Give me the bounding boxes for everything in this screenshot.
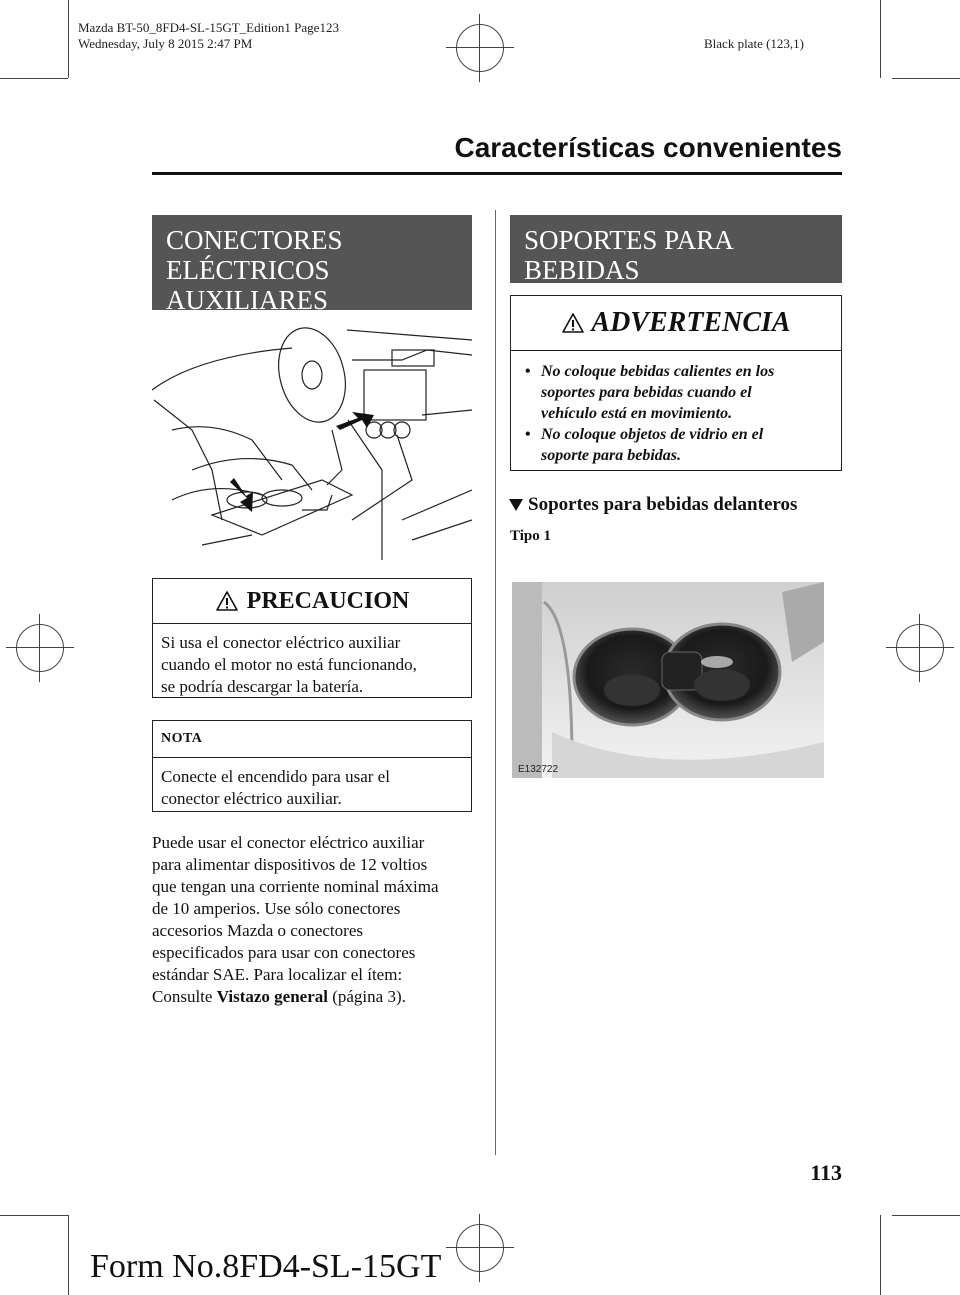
crop-mark bbox=[0, 78, 68, 79]
note-box bbox=[152, 720, 472, 812]
photo-code: E132722 bbox=[518, 764, 559, 775]
crop-mark bbox=[68, 0, 69, 78]
plate-label: Black plate (123,1) bbox=[704, 36, 804, 51]
crop-mark bbox=[892, 78, 960, 79]
print-meta-line1: Mazda BT-50_8FD4-SL-15GT_Edition1 Page123 bbox=[78, 20, 339, 35]
column-divider bbox=[495, 210, 496, 1155]
warning-line: vehículo está en movimiento. bbox=[541, 405, 733, 422]
warning-line: soporte para bebidas. bbox=[541, 447, 681, 464]
crop-mark bbox=[0, 1215, 68, 1216]
warning-line: • No coloque objetos de vidrio en el bbox=[541, 426, 764, 443]
paragraph-line: para alimentar dispositivos de 12 voltios bbox=[152, 855, 428, 874]
warning-triangle-icon bbox=[215, 590, 239, 612]
note-line: Conecte el encendido para usar el bbox=[161, 767, 390, 786]
body-paragraph bbox=[152, 832, 482, 1008]
crop-mark bbox=[880, 1215, 881, 1295]
left-section-banner bbox=[152, 215, 472, 315]
banner-line: ELÉCTRICOS bbox=[166, 255, 330, 285]
registration-mark-icon bbox=[446, 14, 514, 82]
warning-title: ADVERTENCIA bbox=[591, 307, 791, 338]
banner-line: SOPORTES PARA bbox=[524, 225, 734, 255]
paragraph-line: de 10 amperios. Use sólo conectores bbox=[152, 899, 401, 918]
caution-text bbox=[153, 624, 471, 706]
down-triangle-icon bbox=[508, 498, 524, 512]
banner-line: BEBIDAS bbox=[524, 255, 640, 285]
reference-link[interactable]: Vistazo general bbox=[216, 987, 328, 1006]
crop-mark bbox=[68, 1215, 69, 1295]
caution-line: Si usa el conector eléctrico auxiliar bbox=[161, 633, 401, 652]
crop-mark bbox=[892, 1215, 960, 1216]
tipo-label: Tipo 1 bbox=[510, 528, 551, 544]
note-line: conector eléctrico auxiliar. bbox=[161, 789, 342, 808]
cup-holder-photo bbox=[512, 582, 824, 778]
warning-item bbox=[525, 361, 831, 424]
print-meta-line2: Wednesday, July 8 2015 2:47 PM bbox=[78, 36, 253, 51]
banner-line: CONECTORES bbox=[166, 225, 343, 255]
warning-line: • No coloque bebidas calientes en los bbox=[541, 363, 775, 380]
form-number: Form No.8FD4-SL-15GT bbox=[90, 1248, 442, 1285]
warning-line: soportes para bebidas cuando el bbox=[541, 384, 752, 401]
paragraph-line: especificados para usar con conectores bbox=[152, 943, 416, 962]
subheading-text: Soportes para bebidas delanteros bbox=[528, 494, 798, 515]
subheading bbox=[508, 494, 797, 516]
note-title: NOTA bbox=[153, 721, 471, 758]
section-title: Características convenientes bbox=[454, 132, 842, 163]
caution-header bbox=[153, 579, 471, 624]
paragraph-line: Puede usar el conector eléctrico auxiliar bbox=[152, 833, 425, 852]
crop-mark bbox=[880, 0, 881, 78]
car-interior-illustration bbox=[152, 320, 472, 560]
warning-triangle-icon bbox=[561, 312, 585, 334]
caution-line: cuando el motor no está funcionando, bbox=[161, 655, 417, 674]
reference-prefix: Consulte bbox=[152, 987, 217, 1006]
caution-title: PRECAUCION bbox=[246, 587, 410, 614]
warning-box bbox=[510, 295, 842, 471]
registration-mark-icon bbox=[446, 1214, 514, 1282]
right-section-banner bbox=[510, 215, 842, 283]
caution-line: se podría descargar la batería. bbox=[161, 677, 364, 696]
cup-holder-image bbox=[512, 582, 824, 778]
paragraph-line: estándar SAE. Para localizar el ítem: bbox=[152, 965, 403, 984]
registration-mark-icon bbox=[6, 614, 74, 682]
header-rule bbox=[152, 172, 842, 175]
page-number: 113 bbox=[810, 1160, 842, 1185]
reference-suffix: (página 3). bbox=[327, 987, 406, 1006]
paragraph-line: que tengan una corriente nominal máxima bbox=[152, 877, 439, 896]
warning-header bbox=[511, 296, 841, 351]
reference-line bbox=[152, 986, 482, 1008]
caution-box bbox=[152, 578, 472, 698]
registration-mark-icon bbox=[886, 614, 954, 682]
paragraph-line: accesorios Mazda o conectores bbox=[152, 921, 363, 940]
warning-list bbox=[511, 351, 841, 476]
note-text bbox=[153, 758, 471, 818]
banner-line: AUXILIARES bbox=[166, 285, 328, 315]
warning-item bbox=[525, 424, 831, 466]
